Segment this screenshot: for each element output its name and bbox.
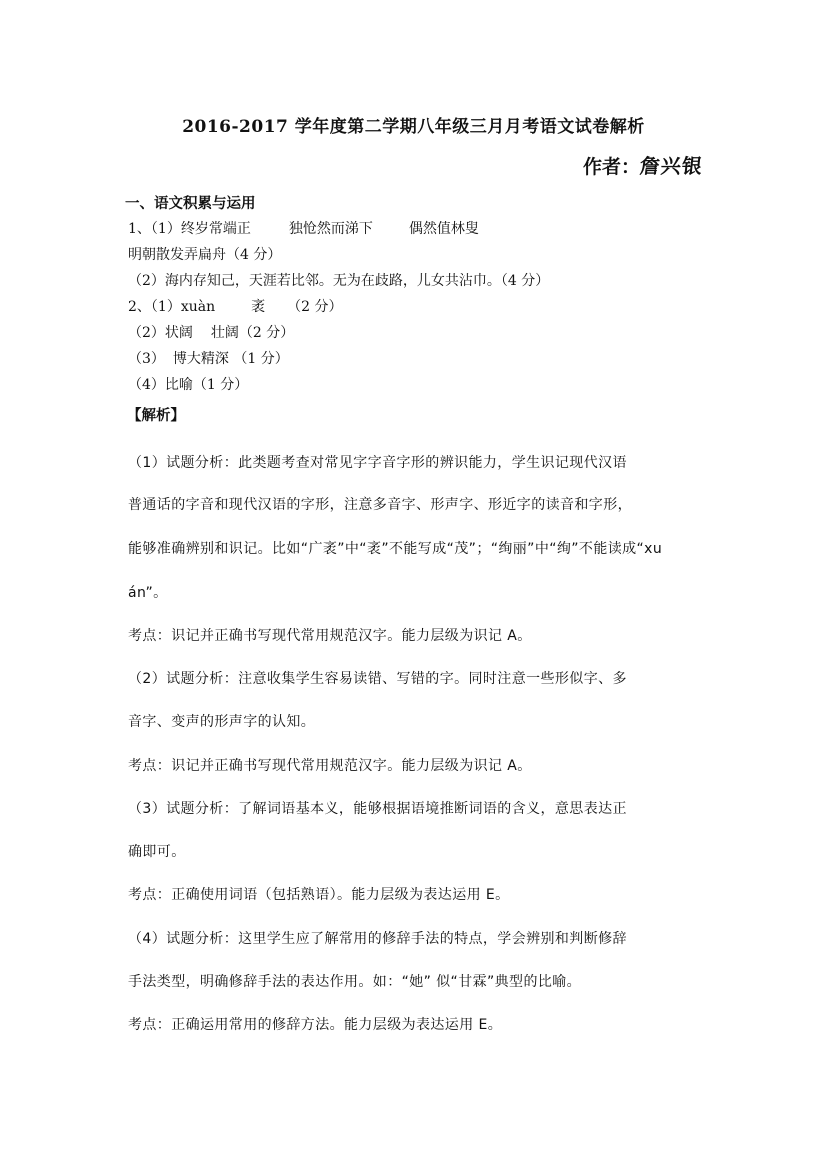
answer-q2-line1 [128, 296, 342, 316]
analysis-heading: 【解析】 [127, 407, 185, 424]
answer-text: 偶然值林叟 [408, 221, 479, 237]
section-heading: 一、语文积累与运用 [125, 195, 256, 212]
analysis-line: 能够准确辨别和识记。比如“广袤”中“袤”不能写成“茂”；“绚丽”中“绚”不能读成“xu [128, 541, 663, 557]
analysis-line: 考点：正确使用词语（包括熟语）。能力层级为表达运用 E。 [128, 887, 510, 903]
analysis-line: án”。 [128, 585, 168, 601]
analysis-line: 确即可。 [128, 844, 186, 860]
analysis-line: 考点：识记并正确书写现代常用规范汉字。能力层级为识记 A。 [128, 758, 532, 774]
answer-text: （2 分） [287, 299, 343, 315]
answer-q2-line2 [128, 322, 294, 342]
answer-q1-line1 [128, 218, 479, 238]
answer-text: 博大精深 （1 分） [172, 351, 289, 367]
analysis-line: 普通话的字音和现代汉语的字形，注意多音字、形声字、形近字的读音和字形， [128, 497, 632, 513]
analysis-line: 考点：识记并正确书写现代常用规范汉字。能力层级为识记 A。 [128, 628, 532, 644]
author-label: 作者： [582, 156, 640, 178]
answer-text: 2、（1）xuàn [128, 299, 216, 315]
answer-q2-line3 [128, 348, 289, 368]
document-title: 2016-2017 学年度第二学期八年级三月月考语文试卷解析 [182, 117, 645, 137]
author-line [583, 150, 703, 179]
analysis-line: 音字、变声的形声字的认知。 [128, 714, 316, 730]
answer-q1-line2: 明朝散发弄扁舟（4 分） [128, 247, 282, 263]
answer-text: 袤 [251, 299, 266, 315]
answer-text: （2）状阔 [128, 325, 193, 341]
answer-q2-line4: （4）比喻（1 分） [128, 377, 249, 393]
analysis-line: （2）试题分析：注意收集学生容易读错、写错的字。同时注意一些形似字、多 [128, 671, 627, 687]
analysis-line: 手法类型，明确修辞手法的表达作用。如：“她” 似“甘霖”典型的比喻。 [128, 974, 582, 990]
analysis-line: （1）试题分析：此类题考查对常见字字音字形的辨识能力，学生识记现代汉语 [128, 455, 627, 471]
answer-q1-line3: （2）海内存知己，天涯若比邻。无为在歧路，儿女共沾巾。（4 分） [128, 273, 550, 289]
analysis-line: （3）试题分析：了解词语基本义，能够根据语境推断词语的含义，意思表达正 [128, 801, 627, 817]
answer-text: （3） [128, 351, 165, 367]
analysis-line: （4）试题分析：这里学生应了解常用的修辞手法的特点，学会辨别和判断修辞 [128, 931, 627, 947]
answer-text: 1、（1）终岁常端正 [128, 221, 251, 237]
author-signature: 詹兴银 [638, 154, 705, 178]
answer-text: 独怆然而涕下 [288, 221, 373, 237]
analysis-line: 考点：正确运用常用的修辞方法。能力层级为表达运用 E。 [128, 1017, 503, 1033]
answer-text: 壮阔（2 分） [210, 325, 295, 341]
